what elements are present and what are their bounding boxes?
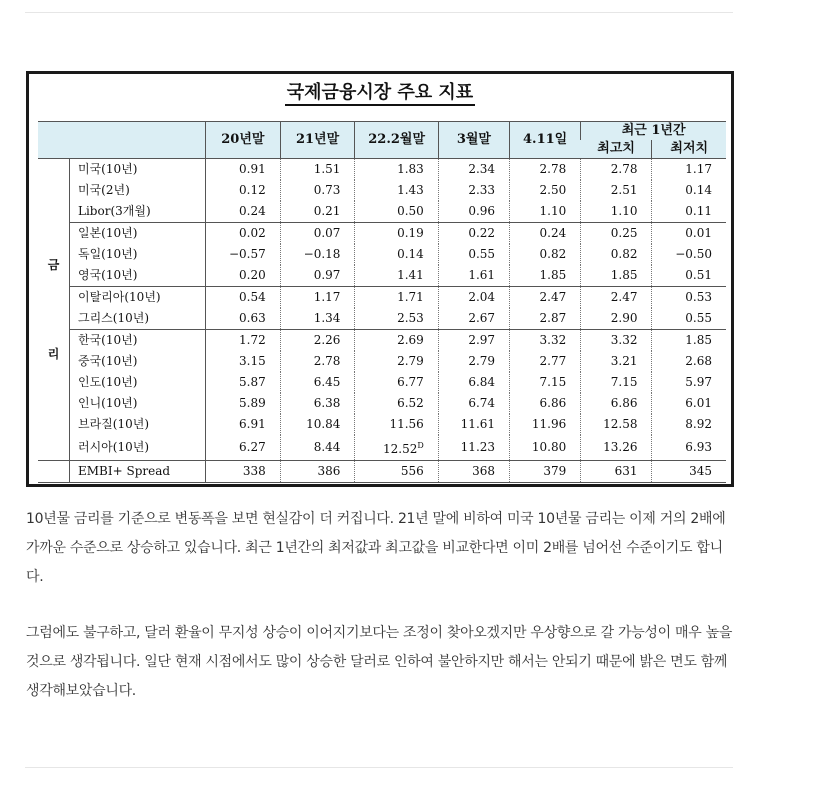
row-label: 인도(10년) <box>70 372 206 393</box>
table-row <box>38 287 726 309</box>
col-header-max: 최고치 <box>581 140 652 159</box>
paragraph-2: 그럼에도 불구하고, 달러 환율이 무지성 상승이 이어지기보다는 조정이 찾아오겠지만 우상향으로 갈 가능성이 매우 높을 것으로 생각됩니다. 일단 현재 시점에서도 많이 상승한 달러로 인하여 불안하지만 해서는 안되기 때문에 밝은 면도 함께 생각해보았습니다. <box>26 625 733 699</box>
cell-value: 2.34 <box>438 159 509 181</box>
cell-value: 6.27 <box>206 435 281 461</box>
bottom-divider <box>25 767 733 768</box>
row-label: EMBI+ Spread <box>70 461 206 483</box>
cell-value: 0.22 <box>438 223 509 245</box>
cell-value: 0.55 <box>438 244 509 265</box>
cell-value: 2.69 <box>355 330 438 352</box>
cell-value: 1.71 <box>355 287 438 309</box>
indicator-table-image <box>26 71 734 487</box>
cell-value: 3.32 <box>581 330 652 352</box>
cell-value: 2.50 <box>510 180 581 201</box>
col-header: 4.11일 <box>510 122 581 159</box>
cell-value: 0.97 <box>280 265 355 287</box>
cell-value: 0.63 <box>206 308 281 330</box>
cell-value: 556 <box>355 461 438 483</box>
row-label: 일본(10년) <box>70 223 206 245</box>
table-row <box>38 265 726 287</box>
cell-value: 1.17 <box>652 159 726 181</box>
row-label: 그리스(10년) <box>70 308 206 330</box>
cell-value: 1.85 <box>581 265 652 287</box>
cell-value: 6.74 <box>438 393 509 414</box>
cell-value: 2.26 <box>280 330 355 352</box>
cell-value: 6.86 <box>581 393 652 414</box>
cell-value: 7.15 <box>510 372 581 393</box>
cell-value: 0.01 <box>652 223 726 245</box>
cell-value: 2.79 <box>355 351 438 372</box>
cell-value: 0.82 <box>581 244 652 265</box>
cell-value: 1.51 <box>280 159 355 181</box>
cell-value: 2.53 <box>355 308 438 330</box>
cell-value: $12.52^D$ <box>355 435 438 461</box>
cell-value: 2.51 <box>581 180 652 201</box>
cell-value: 0.51 <box>685 268 712 282</box>
cell-value: 1.61 <box>438 265 509 287</box>
cell-value: 2.47 <box>581 287 652 309</box>
cell-value: 10.84 <box>280 414 355 435</box>
category-label <box>38 159 70 461</box>
table-body <box>38 159 726 483</box>
cell-value: 2.68 <box>685 354 712 368</box>
cell-value: 0.02 <box>206 223 281 245</box>
indicator-table <box>38 121 726 483</box>
cell-value: 8.92 <box>685 417 712 431</box>
cell-value: −0.18 <box>280 244 355 265</box>
cell-value: 13.26 <box>581 435 652 461</box>
cell-value: 2.33 <box>438 180 509 201</box>
footnote-mark: D <box>417 441 424 450</box>
table-row <box>38 351 726 372</box>
table-row <box>38 414 726 435</box>
cell-value: 11.23 <box>438 435 509 461</box>
paragraph-1: 10년물 금리를 기준으로 변동폭을 보면 현실감이 더 커집니다. 21년 말에 비하여 미국 10년물 금리는 이제 거의 2배에 가까운 수준으로 상승하고 있습니다. 최근 1년간의 최저값과 최고값을 비교한다면 이미 2배를 넘어선 수준이기도 합니다. <box>26 511 726 585</box>
cell-value: 1.43 <box>355 180 438 201</box>
cell-value: 10.80 <box>510 435 581 461</box>
cell-value: 3.32 <box>510 330 581 352</box>
cell-value: 0.24 <box>206 201 281 223</box>
cell-value: 6.01 <box>685 396 712 410</box>
cell-value: 0.53 <box>652 287 726 309</box>
cell-value: 2.90 <box>581 308 652 330</box>
cell-value: 0.96 <box>438 201 509 223</box>
cell-value: 6.77 <box>355 372 438 393</box>
cell-value: −0.57 <box>206 244 281 265</box>
cell-value: −0.50 <box>675 247 712 261</box>
cell-value: 2.78 <box>581 159 652 181</box>
cell-value: 0.91 <box>206 159 281 181</box>
table-row <box>38 244 726 265</box>
row-label: 중국(10년) <box>70 351 206 372</box>
col-header-min: 최저치 <box>652 140 726 159</box>
cell-value: 12.58 <box>581 414 652 435</box>
cell-value: 2.79 <box>438 351 509 372</box>
cell-value: 0.20 <box>206 265 281 287</box>
cell-value: 1.10 <box>581 201 652 223</box>
cell-value: 8.44 <box>280 435 355 461</box>
cell-value: 2.47 <box>510 287 581 309</box>
cell-value: 5.97 <box>685 375 712 389</box>
category-char: 리 <box>47 346 60 361</box>
cell-value: 1.41 <box>355 265 438 287</box>
cell-value: 1.10 <box>510 201 581 223</box>
cell-value: 6.45 <box>280 372 355 393</box>
cell-value: 0.55 <box>685 311 712 325</box>
table-row <box>38 372 726 393</box>
row-label: Libor(3개월) <box>70 201 206 223</box>
cell-value: 0.50 <box>355 201 438 223</box>
table-row <box>38 159 726 181</box>
cell-value: 0.19 <box>355 223 438 245</box>
cell-value: 0.14 <box>355 244 438 265</box>
table-row <box>38 393 726 414</box>
cell-value: 0.73 <box>280 180 355 201</box>
table-row <box>38 308 726 330</box>
cell-value: 338 <box>206 461 281 483</box>
category-char: 금 <box>47 257 60 272</box>
cell-value: 0.25 <box>581 223 652 245</box>
col-header: 21년말 <box>280 122 355 159</box>
cell-value: 6.38 <box>280 393 355 414</box>
top-divider <box>25 12 733 13</box>
col-header: 3월말 <box>438 122 509 159</box>
table-row <box>38 180 726 201</box>
cell-value: 631 <box>581 461 652 483</box>
cell-value: 5.87 <box>206 372 281 393</box>
cell-value: 2.87 <box>510 308 581 330</box>
cell-value: 0.24 <box>510 223 581 245</box>
row-label: 영국(10년) <box>70 265 206 287</box>
cell-value: 1.85 <box>652 330 726 352</box>
cell-value: 0.11 <box>685 204 712 218</box>
row-label: 미국(10년) <box>70 159 206 181</box>
row-label: 한국(10년) <box>70 330 206 352</box>
row-label: 미국(2년) <box>70 180 206 201</box>
table-row <box>38 435 726 461</box>
cell-value: 2.78 <box>280 351 355 372</box>
cell-value: 0.14 <box>685 183 712 197</box>
cell-value: 5.89 <box>206 393 281 414</box>
cell-value: 1.72 <box>206 330 281 352</box>
cell-value: 1.83 <box>355 159 438 181</box>
cell-value: 7.15 <box>581 372 652 393</box>
cell-value: 6.52 <box>355 393 438 414</box>
cell-value: 1.34 <box>280 308 355 330</box>
cell-value: 2.67 <box>438 308 509 330</box>
table-row <box>38 201 726 223</box>
table-row <box>38 223 726 245</box>
cell-value: 11.96 <box>510 414 581 435</box>
cell-value: 2.04 <box>438 287 509 309</box>
cell-value: 2.97 <box>438 330 509 352</box>
cell-value: 0.12 <box>206 180 281 201</box>
cell-value: 11.61 <box>438 414 509 435</box>
range-header: 최근 1년간 <box>581 122 726 141</box>
row-label: 러시아(10년) <box>70 435 206 461</box>
row-label: 독일(10년) <box>70 244 206 265</box>
row-label: 인니(10년) <box>70 393 206 414</box>
cell-value: 345 <box>652 461 726 483</box>
cell-value: 6.93 <box>685 440 712 454</box>
col-header: 22.2월말 <box>355 122 438 159</box>
table-title: 국제금융시장 주요 지표 <box>29 78 731 104</box>
cell-value: 386 <box>280 461 355 483</box>
cell-value: 0.54 <box>206 287 281 309</box>
cell-value: 0.21 <box>280 201 355 223</box>
table-row <box>38 461 726 483</box>
header-blank <box>38 122 206 159</box>
cell-value: 379 <box>510 461 581 483</box>
cell-value: 2.78 <box>510 159 581 181</box>
cell-value: 0.07 <box>280 223 355 245</box>
table-row <box>38 330 726 352</box>
col-header: 20년말 <box>206 122 281 159</box>
cell-value: 3.21 <box>581 351 652 372</box>
cell-value: 0.82 <box>510 244 581 265</box>
cell-value: 6.84 <box>438 372 509 393</box>
cell-value: 6.86 <box>510 393 581 414</box>
cell-value: 6.91 <box>206 414 281 435</box>
cell-value: 2.77 <box>510 351 581 372</box>
cell-value: 11.56 <box>355 414 438 435</box>
cell-value: 1.85 <box>510 265 581 287</box>
category-blank <box>38 461 70 483</box>
cell-value: 1.17 <box>280 287 355 309</box>
row-label: 브라질(10년) <box>70 414 206 435</box>
row-label: 이탈리아(10년) <box>70 287 206 309</box>
cell-value: 3.15 <box>206 351 281 372</box>
cell-value: 368 <box>438 461 509 483</box>
